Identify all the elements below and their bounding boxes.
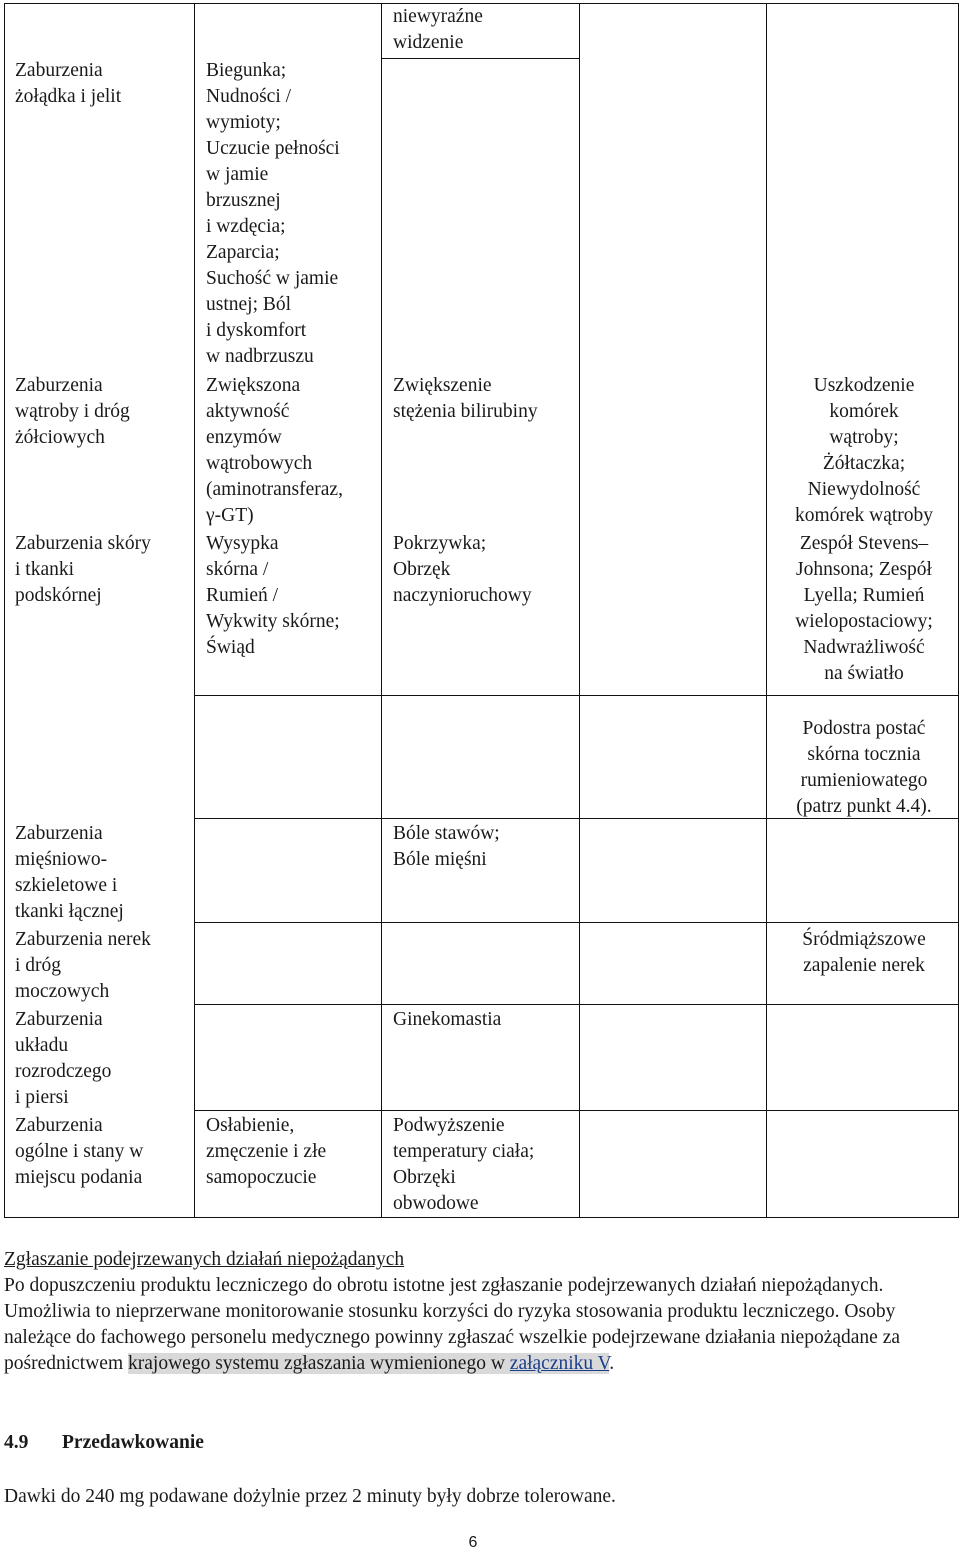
- col4-divider-a: [579, 695, 766, 696]
- rare-hepatobiliary: Uszkodzenie komórek wątroby; Żółtaczka; Niewydolność komórek wątroby: [794, 375, 934, 526]
- soc-musculoskeletal: Zaburzenia mięśniowo- szkieletowe i tkanki łącznej: [15, 823, 124, 922]
- col3-divider-a: [381, 695, 579, 696]
- soc-general: Zaburzenia ogólne i stany w miejscu podania: [15, 1115, 144, 1188]
- col2-divider-d: [194, 1004, 381, 1005]
- col-divider-3: [579, 3, 580, 1218]
- col2-divider-a: [194, 695, 381, 696]
- table-left-border: [4, 3, 5, 1218]
- col4-divider-e: [579, 1110, 766, 1111]
- col4-divider-b: [579, 818, 766, 819]
- rare-skin: Zespół Stevens– Johnsona; Zespół Lyella; Rumień wielopostaciowy; Nadwrażliwość na światło: [795, 533, 933, 684]
- table-divider-uncommon-top: [381, 58, 579, 59]
- col3-divider-d: [381, 1004, 579, 1005]
- col5-divider-e: [766, 1110, 959, 1111]
- soc-gastrointestinal: Zaburzenia żołądka i jelit: [15, 60, 122, 107]
- reporting-body: Po dopuszczeniu produktu leczniczego do obrotu istotne jest zgłaszanie podejrzewanych działań niepożądanych. Umożliwia to nieprzerwane monitorowanie stosunku korzyści do ryzyka stosowania produktu leczniczego. Osoby należące do fachowego personelu medycznego powinny zgłaszać wszelkie podejrzewane działania niepożądane za pośrednictwem: [4, 1275, 901, 1374]
- col-divider-4: [766, 3, 767, 1218]
- page-number: 6: [468, 1534, 478, 1551]
- col5-divider-d: [766, 1004, 959, 1005]
- common-general: Osłabienie, zmęczenie i złe samopoczucie: [206, 1115, 327, 1188]
- uncommon-general: Podwyższenie temperatury ciała; Obrzęki obwodowe: [393, 1115, 535, 1214]
- section-heading: [4, 1430, 204, 1456]
- reporting-title: Zgłaszanie podejrzewanych działań niepożądanych: [4, 1249, 405, 1270]
- uncommon-blurred-vision: niewyraźne widzenie: [393, 6, 483, 53]
- col3-divider-c: [381, 922, 579, 923]
- common-hepatobiliary: Zwiększona aktywność enzymów wątrobowych (aminotransferaz, γ-GT): [206, 375, 343, 526]
- col3-divider-b: [381, 818, 579, 819]
- soc-renal: Zaburzenia nerek i dróg moczowych: [15, 929, 151, 1002]
- reporting-system-highlight: [128, 1353, 609, 1374]
- col5-divider-c: [766, 922, 959, 923]
- soc-reproductive: Zaburzenia układu rozrodczego i piersi: [15, 1009, 112, 1108]
- reporting-paragraph: [4, 1273, 944, 1377]
- soc-skin: Zaburzenia skóry i tkanki podskórnej: [15, 533, 151, 606]
- rare-renal: Śródmiąższowe zapalenie nerek: [802, 929, 926, 976]
- section-title: Przedawkowanie: [62, 1432, 204, 1453]
- uncommon-reproductive: Ginekomastia: [393, 1009, 502, 1030]
- table-bottom-border: [4, 1217, 959, 1218]
- section-number: 4.9: [4, 1432, 29, 1453]
- soc-hepatobiliary: Zaburzenia wątroby i dróg żółciowych: [15, 375, 130, 448]
- annex-v-link[interactable]: załączniku V: [509, 1353, 610, 1374]
- col5-divider-a: [766, 695, 959, 696]
- rare-skin-lupus: Podostra postać skórna tocznia rumieniowatego (patrz punkt 4.4).: [796, 718, 932, 817]
- reporting-system-text: krajowego systemu zgłaszania wymienionego w: [128, 1353, 510, 1374]
- col3-divider-e: [381, 1110, 579, 1111]
- common-skin: Wysypka skórna / Rumień / Wykwity skórne; Świąd: [206, 533, 340, 658]
- col2-divider-e: [194, 1110, 381, 1111]
- uncommon-skin: Pokrzywka; Obrzęk naczynioruchowy: [393, 533, 532, 606]
- uncommon-musculoskeletal: Bóle stawów; Bóle mięśni: [393, 823, 500, 870]
- reporting-body-end: .: [609, 1353, 615, 1374]
- col2-divider-c: [194, 922, 381, 923]
- col2-divider-b: [194, 818, 381, 819]
- section-body: Dawki do 240 mg podawane dożylnie przez 2 minuty były dobrze tolerowane.: [4, 1486, 616, 1507]
- uncommon-hepatobiliary: Zwiększenie stężenia bilirubiny: [393, 375, 538, 422]
- col4-divider-c: [579, 922, 766, 923]
- col4-divider-d: [579, 1004, 766, 1005]
- common-gastrointestinal: Biegunka; Nudności / wymioty; Uczucie pełności w jamie brzusznej i wzdęcia; Zaparcia; Suchość w jamie ustnej; Ból i dyskomfort w nadbrzuszu: [206, 60, 340, 367]
- col-divider-1: [194, 3, 195, 1218]
- col-divider-2: [381, 3, 382, 1218]
